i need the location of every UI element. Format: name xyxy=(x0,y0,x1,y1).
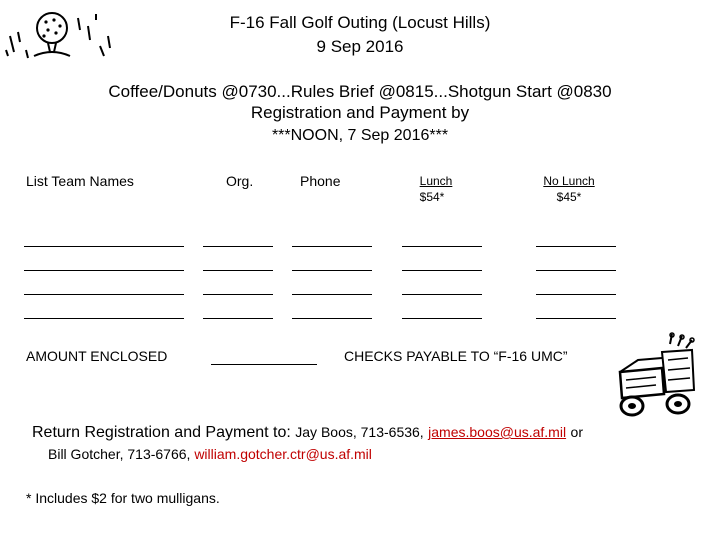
contact-1: Jay Boos, 713-6536, xyxy=(295,424,424,440)
lunch-header: Lunch xyxy=(419,174,453,188)
lunch-price: $54* xyxy=(419,190,445,204)
org-line[interactable] xyxy=(203,270,273,271)
team-name-line[interactable] xyxy=(24,294,184,295)
email-link-2[interactable]: william.gotcher.ctr@us.af.mil xyxy=(194,446,372,462)
lunch-line[interactable] xyxy=(402,318,482,319)
lunch-line[interactable] xyxy=(402,246,482,247)
phone-header: Phone xyxy=(300,173,341,189)
registration-text: Registration and Payment by xyxy=(250,103,470,122)
email-link-1[interactable]: james.boos@us.af.mil xyxy=(428,424,567,440)
amount-line[interactable] xyxy=(211,364,317,365)
return-instructions xyxy=(32,424,583,442)
org-line[interactable] xyxy=(203,318,273,319)
lunch-line[interactable] xyxy=(402,294,482,295)
or-text: or xyxy=(570,424,583,440)
title-line-1: F-16 Fall Golf Outing (Locust Hills) xyxy=(229,13,491,32)
title-line-2: 9 Sep 2016 xyxy=(316,37,404,56)
no-lunch-line[interactable] xyxy=(536,294,616,295)
amount-enclosed-label: AMOUNT ENCLOSED xyxy=(26,348,168,364)
golf-cart-clipart xyxy=(612,332,704,424)
no-lunch-header: No Lunch xyxy=(543,174,595,188)
no-lunch-line[interactable] xyxy=(536,246,616,247)
team-names-header: List Team Names xyxy=(26,173,134,189)
deadline-text: ***NOON, 7 Sep 2016*** xyxy=(271,127,449,144)
no-lunch-line[interactable] xyxy=(536,318,616,319)
org-header: Org. xyxy=(226,173,254,189)
team-name-line[interactable] xyxy=(24,318,184,319)
phone-line[interactable] xyxy=(292,294,372,295)
golf-ball-clipart xyxy=(4,6,116,70)
return-instructions-2 xyxy=(48,446,372,462)
phone-line[interactable] xyxy=(292,270,372,271)
team-name-line[interactable] xyxy=(24,246,184,247)
lunch-line[interactable] xyxy=(402,270,482,271)
schedule-text: Coffee/Donuts @0730...Rules Brief @0815...Shotgun Start @0830 xyxy=(108,82,612,101)
phone-line[interactable] xyxy=(292,246,372,247)
no-lunch-price: $45* xyxy=(556,190,582,204)
contact-2: Bill Gotcher, 713-6766, xyxy=(48,446,191,462)
org-line[interactable] xyxy=(203,294,273,295)
team-name-line[interactable] xyxy=(24,270,184,271)
footnote: * Includes $2 for two mulligans. xyxy=(26,490,220,506)
checks-payable-label: CHECKS PAYABLE TO “F-16 UMC” xyxy=(344,348,568,364)
org-line[interactable] xyxy=(203,246,273,247)
no-lunch-line[interactable] xyxy=(536,270,616,271)
phone-line[interactable] xyxy=(292,318,372,319)
return-label: Return Registration and Payment to: xyxy=(32,424,291,441)
